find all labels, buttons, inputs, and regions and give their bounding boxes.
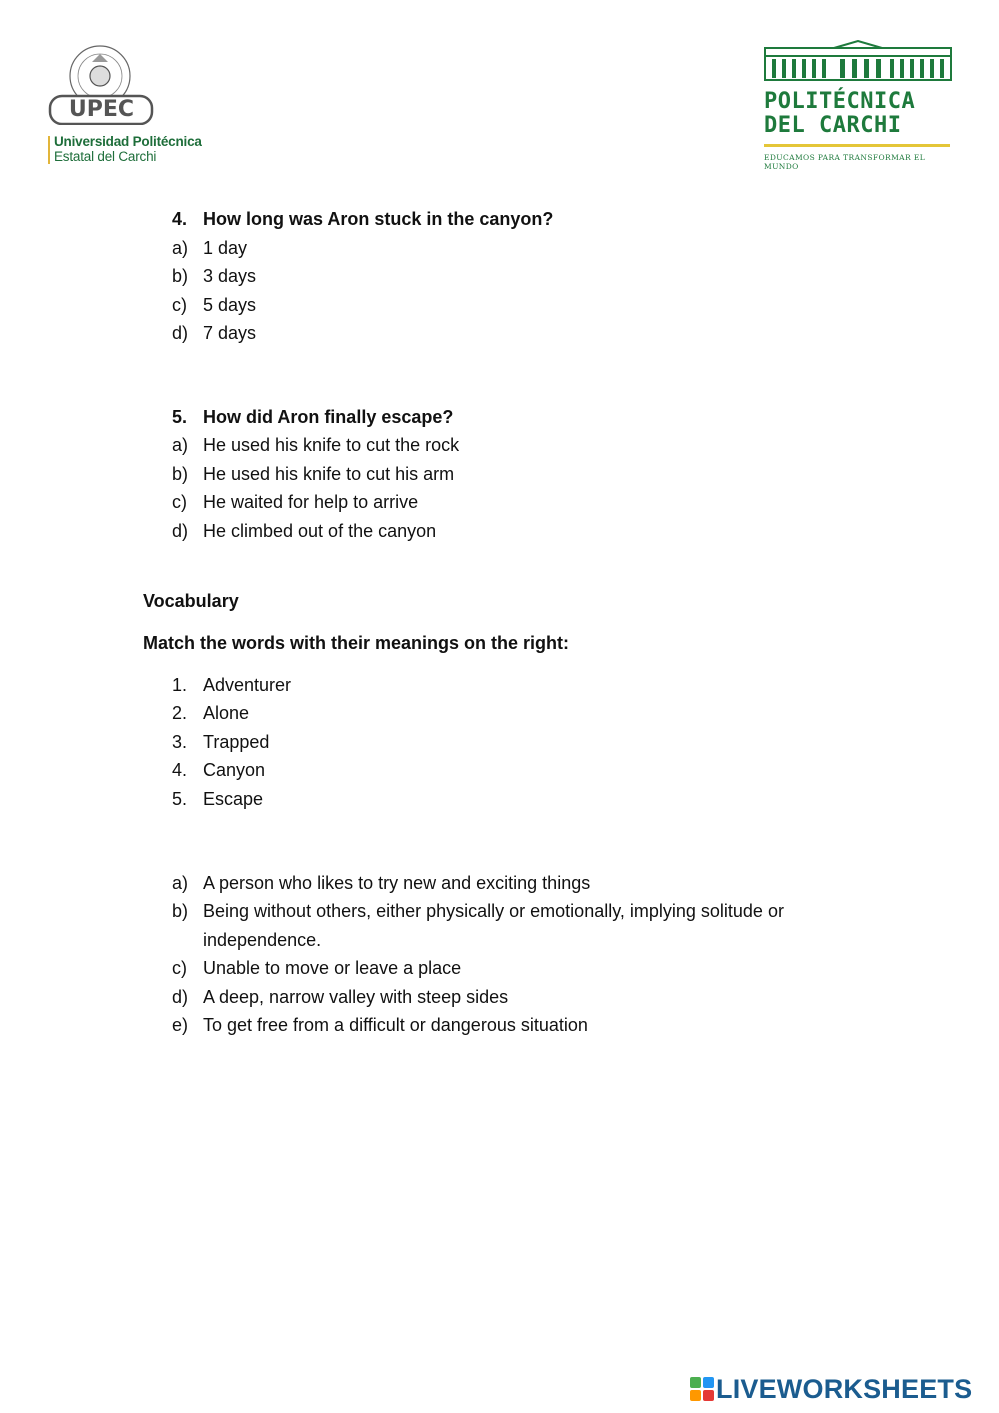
option-text: He climbed out of the canyon [203,521,437,541]
word-item: Canyon [203,760,266,780]
word-item: Adventurer [203,675,292,695]
option-letter: b) [172,464,189,484]
upec-logo [46,40,216,170]
meaning-item: A deep, narrow valley with steep sides [203,987,509,1007]
option-text: He used his knife to cut his arm [203,464,455,484]
politecnica-underline [764,144,950,147]
question-number: 4. [172,209,188,229]
meaning-item: A person who likes to try new and exciting things [203,873,591,893]
option-text: 3 days [203,266,257,286]
meaning-letter: d) [172,987,189,1007]
word-number: 1. [172,675,188,695]
building-icon [764,40,952,82]
word-number: 4. [172,760,188,780]
option-letter: d) [172,323,189,343]
liveworksheets-logo [690,1372,990,1406]
upec-name-line1: Universidad Politécnica [54,134,202,149]
liveworksheets-brand: LIVEWORKSHEETS [716,1374,973,1404]
word-number: 2. [172,703,188,723]
option-text: 1 day [203,238,248,258]
upec-name-line2: Estatal del Carchi [54,149,157,164]
word-number: 5. [172,789,188,809]
option-letter: a) [172,435,189,455]
word-item: Escape [203,789,264,809]
meaning-item: To get free from a difficult or dangerous situation [203,1015,588,1035]
question-text: How did Aron finally escape? [203,407,454,427]
upec-seal-text: UPEC [68,97,135,122]
politecnica-logo [760,40,955,170]
option-letter: a) [172,238,189,258]
meaning-letter: a) [172,873,189,893]
meaning-letter: e) [172,1015,189,1035]
option-letter: c) [172,295,187,315]
word-item: Alone [203,703,250,723]
word-number: 3. [172,732,188,752]
meaning-item: Being without others, either physically or emotionally, implying solitude or [203,901,784,921]
option-text: He used his knife to cut the rock [203,435,460,455]
upec-accent-bar [48,136,50,164]
option-text: 7 days [203,323,257,343]
meaning-item-continuation: independence. [203,930,322,950]
question-text: How long was Aron stuck in the canyon? [203,209,554,229]
meaning-item: Unable to move or leave a place [203,958,462,978]
option-letter: c) [172,492,187,512]
vocabulary-instruction: Match the words with their meanings on the right: [143,633,570,653]
meaning-letter: c) [172,958,187,978]
politecnica-line1: POLITÉCNICA [764,89,916,114]
vocabulary-heading: Vocabulary [143,591,239,611]
option-letter: d) [172,521,189,541]
politecnica-motto: EDUCAMOS PARA TRANSFORMAR EL MUNDO [764,153,926,171]
meaning-letter: b) [172,901,189,921]
option-letter: b) [172,266,189,286]
option-text: He waited for help to arrive [203,492,419,512]
question-number: 5. [172,407,188,427]
word-item: Trapped [203,732,270,752]
liveworksheets-icon [690,1377,714,1401]
option-text: 5 days [203,295,257,315]
politecnica-line2: DEL CARCHI [764,113,902,138]
